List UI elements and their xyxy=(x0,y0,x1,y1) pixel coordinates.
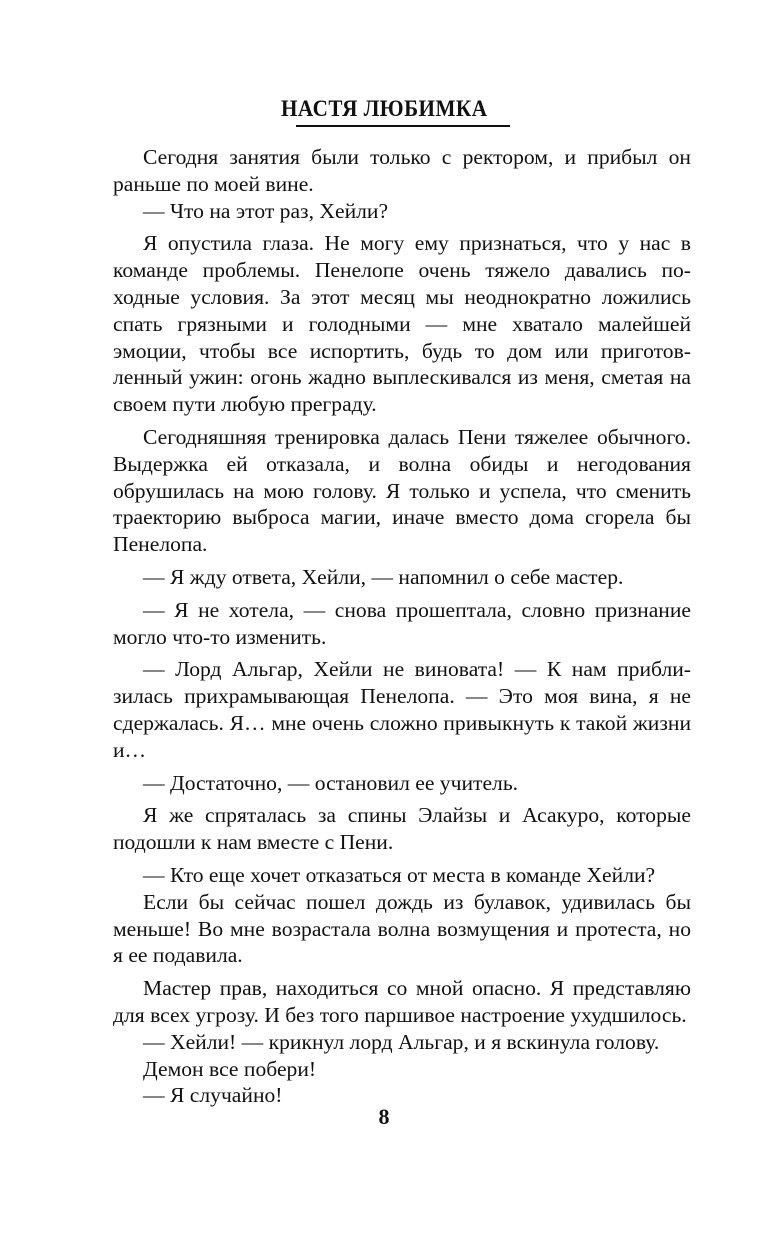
header-divider xyxy=(296,125,510,127)
page-number: 8 xyxy=(378,1104,390,1129)
paragraph: Мастер прав, находиться со мной опасно. Я представляю для всех угрозу. И без того паршивое настроение ухудшилось. xyxy=(113,976,691,1027)
paragraph: — Я жду ответа, Хейли, — напомнил о себе мастер. xyxy=(143,564,624,589)
paragraph: — Я случайно! xyxy=(143,1083,283,1108)
running-header xyxy=(0,96,768,122)
paragraph: Сегодняшняя тренировка далась Пени тяжелее обычного. Выдержка ей отказала, и волна обиды и негодования обрушилась на мою голову. Я только и успела, что сменить траекторию выброса магии, иначе вместо дома сгорела бы Пенелопа. xyxy=(113,424,691,557)
paragraph: Я опустила глаза. Не могу ему признаться, что у нас в команде проблемы. Пенелопе очень тяжело давались походные условия. За этот месяц мы неоднократно ложились спать грязными и голодными — мне хватало малейшей эмоции, чтобы все испортить, будь то дом или приготовленный ужин: огонь жадно выплескивался из меня, сметая на своем пути любую преграду. xyxy=(113,231,691,417)
paragraph: — Хейли! — крикнул лорд Альгар, и я вскинула голову. xyxy=(143,1029,660,1054)
paragraph: — Что на этот раз, Хейли? xyxy=(143,198,389,223)
paragraph: — Я не хотела, — снова прошептала, словно признание могло что-то изменить. xyxy=(113,597,691,649)
body-text xyxy=(113,144,691,1109)
paragraph: Если бы сейчас пошел дождь из булавок, удивилась бы меньше! Во мне возрастала волна возмущения и протеста, но я ее подавила. xyxy=(113,889,691,968)
author-name: НАСТЯ ЛЮБИМКА xyxy=(280,96,488,121)
paragraph: Я же спряталась за спины Элайзы и Асакуро, которые подошли к нам вместе с Пени. xyxy=(113,803,691,855)
paragraph: Сегодня занятия были только с ректором, и прибыл он раньше по моей вине. xyxy=(113,145,691,196)
paragraph: — Кто еще хочет отказаться от места в команде Хейли? xyxy=(143,862,656,887)
paragraph: — Лорд Альгар, Хейли не виновата! — К нам приблизилась прихрамывающая Пенелопа. — Это моя вина, я не сдержалась. Я… мне очень сложно привыкнуть к такой жизни и… xyxy=(113,657,691,762)
paragraph: Демон все побери! xyxy=(143,1056,317,1081)
paragraph: — Достаточно, — остановил ее учитель. xyxy=(143,770,519,795)
